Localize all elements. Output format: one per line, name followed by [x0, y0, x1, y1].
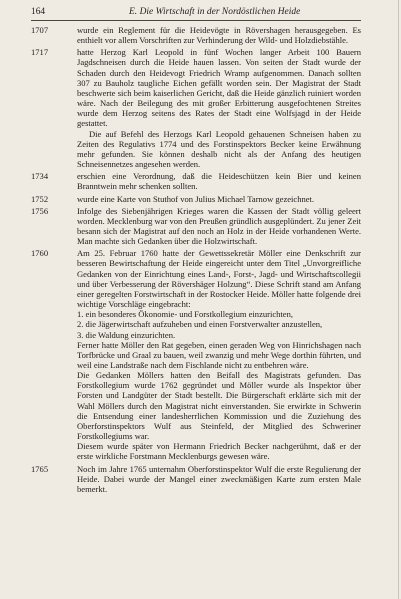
entry-paragraph: Die Gedanken Möllers hatten den Beifall des Magistrats gefunden. Das Forstkollegium wurde 1762 gegründet und Möller wurde als Inspektor über Forsten und Landgüter der Stadt bestellt. Die Bürgerschaft erklärte sich mit der Wahl Möllers durch den Magistrat nicht einverstanden. Sie erwirkte in Schwerin die Entsendung einer landesherrlichen Kommission und die Zuziehung des Oberforstinspektors Wulf aus Steinfeld, der Mitglied des Schweriner Forstkollegiums war.: [77, 370, 361, 442]
entry-paragraph: Diesem wurde später von Hermann Friedrich Becker nachgerühmt, daß er der erste wirkliche Forstmann Mecklenburgs gewesen wäre.: [77, 441, 361, 462]
list-item: 3. die Waldung einzurichten.: [77, 329, 176, 340]
header-rule: [31, 20, 361, 21]
entry-paragraph: hatte Herzog Karl Leopold in fünf Wochen langer Arbeit 100 Bauern Jagdschneisen durch die Heide hauen lassen. Von seiten der Stadt wurde der Schaden durch den Heidevogt Friedrich Wramp aufgenommen. Danach sollten 307 zu Bauholz taugliche Eichen gefällt worden sein. Der Magistrat der Stadt beschwerte sich beim kaiserlichen Gericht, daß die Heide gänzlich ruiniert worden wäre. Nach der Beilegung des mit großer Erbitterung ausgefochtenen Streites wurde dem Herzog seitens des Rates der Stadt eine Wolfsjagd in der Heide gestattet.: [77, 47, 361, 129]
entry-year: 1717: [31, 47, 49, 58]
entry-body: [77, 25, 361, 45]
entry-1752: [31, 194, 361, 204]
entry-1707: [31, 25, 361, 45]
chronicle-entries: [31, 25, 361, 494]
page-number: 164: [31, 7, 46, 17]
entry-paragraph: Noch im Jahre 1765 unternahm Oberforstinspektor Wulf die erste Regulierung der Heide. Dabei wurde der Mangel einer zweckmäßigen Karte zum ersten Male bemerkt.: [77, 463, 361, 494]
entry-1760: [31, 248, 361, 461]
entry-body: [77, 171, 361, 191]
running-head: E. Die Wirtschaft in der Nordöstlichen Heide: [129, 7, 301, 17]
entry-paragraph: Die auf Befehl des Herzogs Karl Leopold gehauenen Schneisen haben zu Zeiten des Regulativs 1774 und des Forstinspektors Becker keine Erwähnung mehr gefunden. Sie können deshalb nicht als der Anfang des heutigen Schneisennetzes angesehen werden.: [77, 128, 361, 170]
entry-1756: [31, 206, 361, 247]
entry-body: [77, 248, 361, 461]
entry-paragraph: wurde ein Reglement für die Heidevögte in Rövershagen herausgegeben. Es enthielt vor allem Vorschriften zur Verhinderung der Wild- und Holzdiebstähle.: [77, 25, 361, 46]
entry-body: [77, 464, 361, 494]
entry-1717: [31, 47, 361, 169]
entry-year: 1734: [31, 171, 49, 182]
entry-paragraph: wurde eine Karte von Stuthof von Julius Michael Tarnow gezeichnet.: [77, 193, 315, 204]
entry-year: 1760: [31, 248, 49, 259]
entry-paragraph: Am 25. Februar 1760 hatte der Gewettssekretär Möller eine Denkschrift zur besseren Bewirtschaftung der Heide eingereicht unter dem Titel „Unvorgreifliche Gedanken von der Einrichtung eines Land-, Forst-, Jagd- und Wirtschaftscollegii und über Verbesserung der Rövershäger Holzung“. Diese Schrift stand am Anfang einer geregelten Forstwirtschaft in der Rostocker Heide. Möller hatte folgende drei wichtige Vorschläge eingebracht:: [77, 248, 361, 310]
list-item: 1. ein besonderes Ökonomie- und Forstkollegium einzurichten,: [77, 309, 294, 320]
entry-body: [77, 206, 361, 247]
entry-1734: [31, 171, 361, 191]
entry-paragraph: erschien eine Verordnung, daß die Heideschützen kein Bier und keinen Branntwein mehr schenken sollten.: [77, 171, 361, 192]
entry-year: 1765: [31, 463, 49, 474]
entry-1765: [31, 464, 361, 494]
proposal-list: [77, 309, 361, 339]
entry-body: [77, 194, 361, 204]
entry-year: 1752: [31, 193, 49, 204]
entry-year: 1707: [31, 25, 49, 35]
entry-paragraph: Ferner hatte Möller den Rat gegeben, einen geraden Weg von Hinrichshagen nach Torfbrücke und Graal zu bauen, weil zwanzig und mehr Wege dorthin führten, und weil eine Landstraße nach dem Fischlande nicht zu entbehren wäre.: [77, 339, 361, 370]
entry-paragraph: Infolge des Siebenjährigen Krieges waren die Kassen der Stadt völlig geleert worden. Mecklenburg war von den Preußen gründlich ausgeplündert. Zu jener Zeit besann sich der Magistrat auf den noch an Holz in der Heide vorhandenen Werte. Man machte sich Gedanken über die Holzwirtschaft.: [77, 205, 361, 247]
entry-year: 1756: [31, 205, 49, 216]
list-item: 2. die Jägerwirtschaft aufzuheben und einen Forstverwalter anzustellen,: [77, 319, 323, 330]
entry-body: [77, 47, 361, 169]
